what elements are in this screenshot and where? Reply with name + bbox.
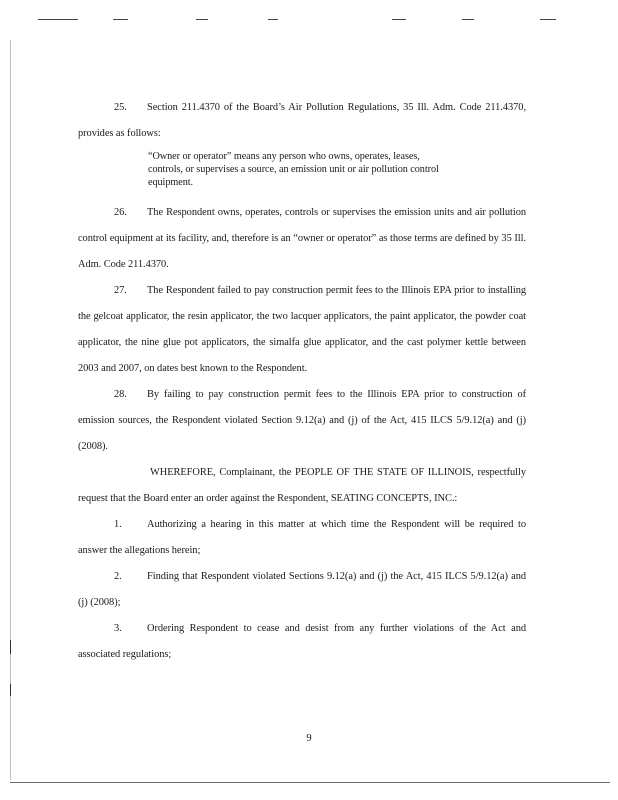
item-text: Authorizing a hearing in this matter at which time the Respondent will be required to answer the allegations herein;: [78, 519, 526, 556]
scan-left-mark-2: [10, 684, 11, 696]
wherefore-paragraph: [78, 460, 526, 512]
scan-artifact-top-4: [268, 19, 278, 20]
paragraph-text: By failing to pay construction permit fees to the Illinois EPA prior to construction of emission sources, the Respondent violated Section 9.12(a) and (j) of the Act, 415 ILCS 5/9.12(a) and (j) (2008).: [78, 389, 526, 452]
paragraph-28: [78, 382, 526, 460]
paragraph-text: WHEREFORE, Complainant, the PEOPLE OF THE STATE OF ILLINOIS, respectfully request that the Board enter an order against the Respondent, SEATING CONCEPTS, INC.:: [78, 467, 526, 504]
scan-artifact-top-7: [540, 19, 556, 20]
prayer-item-3: [78, 616, 526, 668]
scan-artifact-top-1: [38, 19, 78, 20]
document-body: [78, 95, 526, 668]
paragraph-number: 25.: [114, 102, 127, 113]
prayer-item-2: [78, 564, 526, 616]
page-number: 9: [306, 733, 312, 744]
paragraph-number: 26.: [114, 207, 127, 218]
scan-artifact-bottom: [10, 782, 610, 783]
paragraph-27: [78, 278, 526, 382]
block-quote: “Owner or operator” means any person who owns, operates, leases, controls, or supervises a source, an emission unit or air pollution control equipment.: [148, 151, 439, 188]
item-number: 2.: [114, 571, 122, 582]
paragraph-text: The Respondent failed to pay construction permit fees to the Illinois EPA prior to installing the gelcoat applicator, the resin applicator, the two lacquer applicators, the paint applicator, the powder coat applicator, the nine glue pot applicators, the simalfa glue applicator, and the cast polymer kettle between 2003 and 2007, on dates best known to the Respondent.: [78, 285, 526, 374]
paragraph-text: Section 211.4370 of the Board’s Air Pollution Regulations, 35 Ill. Adm. Code 211.4370, provides as follows:: [78, 102, 526, 139]
prayer-item-1: [78, 512, 526, 564]
paragraph-25: [78, 95, 526, 147]
item-number: 3.: [114, 623, 122, 634]
item-text: Finding that Respondent violated Sections 9.12(a) and (j) the Act, 415 ILCS 5/9.12(a) and (j) (2008);: [78, 571, 526, 608]
scan-artifact-top-6: [462, 19, 474, 20]
item-text: Ordering Respondent to cease and desist from any further violations of the Act and associated regulations;: [78, 623, 526, 660]
scan-left-edge: [10, 40, 11, 780]
scan-artifact-top-5: [392, 19, 406, 20]
scan-artifact-top-3: [196, 19, 208, 20]
scan-artifact-top-2: [113, 19, 128, 20]
paragraph-26: [78, 200, 526, 278]
paragraph-text: The Respondent owns, operates, controls or supervises the emission units and air pollution control equipment at its facility, and, therefore is an “owner or operator” as those terms are defined by 35 Ill. Adm. Code 211.4370.: [78, 207, 526, 270]
item-number: 1.: [114, 519, 122, 530]
paragraph-number: 27.: [114, 285, 127, 296]
scan-left-mark-1: [10, 640, 11, 654]
paragraph-number: 28.: [114, 389, 127, 400]
